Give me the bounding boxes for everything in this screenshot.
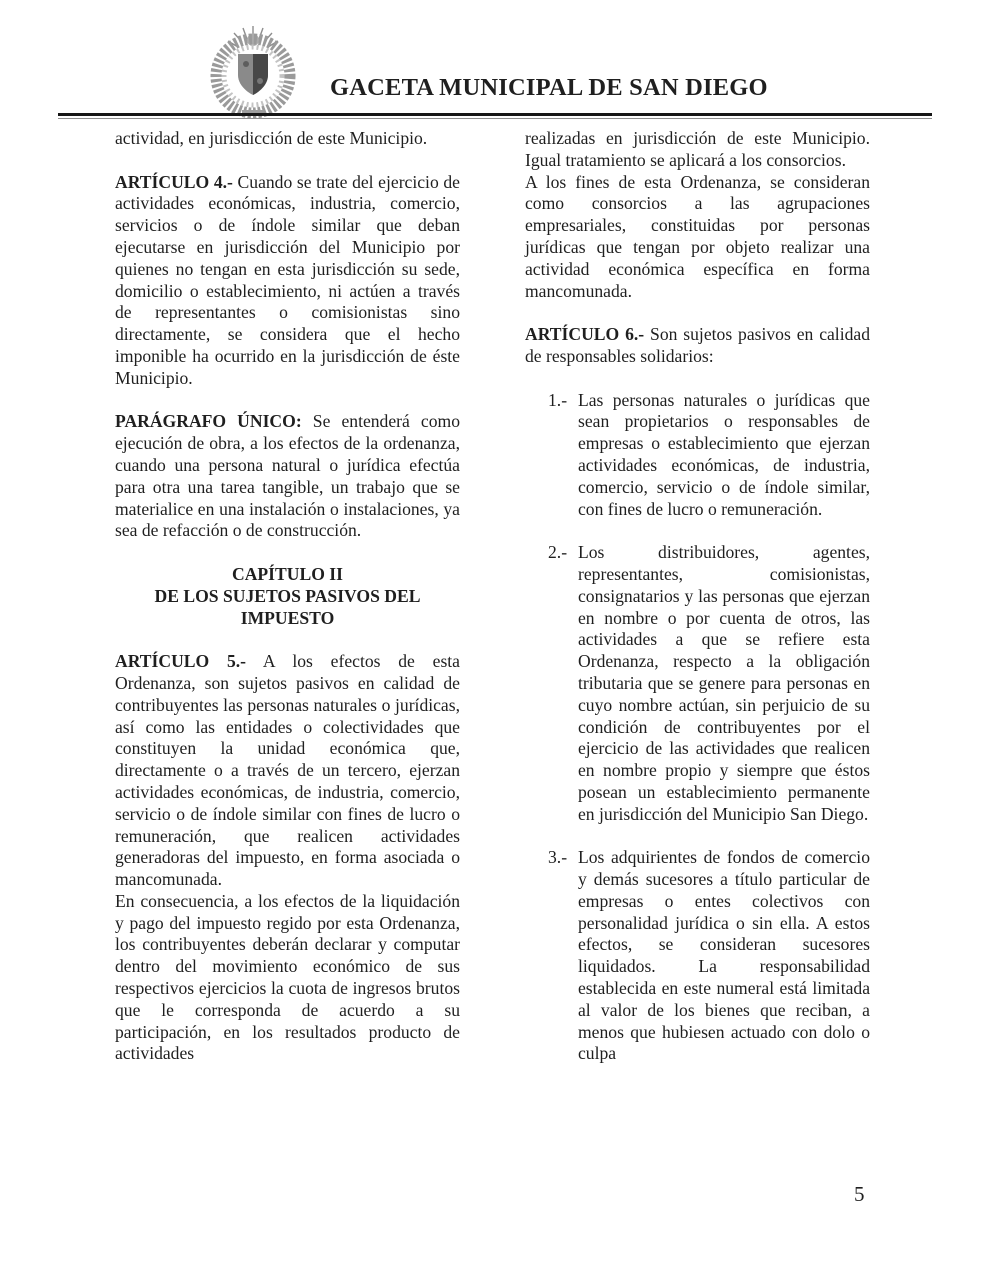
- paragraph-continuation: [525, 128, 870, 172]
- article-label: ARTÍCULO 4.-: [115, 171, 233, 192]
- page-title: GACETA MUNICIPAL DE SAN DIEGO: [330, 74, 768, 101]
- list-item: [525, 847, 870, 1065]
- paragraph-articulo-6: [525, 324, 870, 368]
- right-column: [525, 128, 870, 1065]
- list-marker: 2.-: [548, 542, 568, 563]
- paragraph-text: Cuando se trate del ejercicio de actividades económicas, industria, comercio, servicios o de índole similar que deban ejecutarse en jurisdicción del Municipio por quienes no tengan en esta jurisdicción su sede, domicilio o establecimiento, ni actúen a través de representantes o comisionistas sino directamente, se considera que el hecho imponible ha ocurrido en la jurisdicción de éste Municipio.: [115, 171, 460, 388]
- divider-thick-line: [58, 113, 932, 116]
- list-marker: 1.-: [548, 389, 568, 410]
- paragraph-text: Son sujetos pasivos en calidad de responsables solidarios:: [525, 324, 870, 366]
- list-item-text: Los adquirientes de fondos de comercio y demás sucesores a título particular de empresas o entes colectivos con personalidad jurídica o sin ella. A estos efectos, se consideran sucesores liquidados. La responsabilidad establecida en este numeral está limitada al valor de los bienes que reciban, a menos que hubiesen actuado con dolo o culpa: [578, 847, 870, 1064]
- paragraph-text: actividad, en jurisdicción de este Municipio.: [115, 128, 428, 148]
- paragraph-articulo-5: [115, 651, 460, 891]
- list-marker: 3.-: [548, 847, 568, 868]
- chapter-heading-line: DE LOS SUJETOS PASIVOS DEL: [154, 585, 421, 606]
- page-number: 5: [854, 1182, 865, 1206]
- paragraph: [525, 172, 870, 303]
- article-label: ARTÍCULO 6.-: [525, 324, 645, 345]
- paragraph-label: PARÁGRAFO ÚNICO:: [115, 411, 302, 432]
- divider-thin-line: [58, 118, 932, 119]
- municipal-seal-icon: [205, 26, 301, 118]
- paragraph: [115, 891, 460, 1065]
- paragraph-continuation: [115, 128, 460, 150]
- list-item: [525, 390, 870, 521]
- chapter-heading: [115, 564, 460, 629]
- paragraph-text: realizadas en jurisdicción de este Municipio. Igual tratamiento se aplicará a los consorcios.: [525, 128, 870, 170]
- paragraph-text: A los efectos de esta Ordenanza, son sujetos pasivos en calidad de contribuyentes las personas naturales o jurídicas, así como las entidades o colectividades que constituyen la unidad económica que, directamente o a través de un tercero, ejerzan actividades económicas, de industria, comercio, servicio o de índole similar con fines de lucro o remuneración, que realicen actividades generadoras del impuesto, en forma asociada o mancomunada.: [115, 651, 460, 890]
- chapter-heading-line: CAPÍTULO II: [232, 563, 343, 584]
- paragraph-articulo-4: [115, 172, 460, 390]
- article-label: ARTÍCULO 5.-: [115, 651, 247, 672]
- chapter-heading-line: IMPUESTO: [240, 607, 335, 628]
- paragraph-paragrafo-unico: [115, 411, 460, 542]
- header-divider: [58, 113, 932, 119]
- paragraph-text: A los fines de esta Ordenanza, se consideran como consorcios a las agrupaciones empresariales, constituidas por personas jurídicas que tengan por objeto realizar una actividad económica específica en forma mancomunada.: [525, 171, 870, 301]
- document-body: [115, 128, 870, 1065]
- list-item-text: Los distribuidores, agentes, representantes, comisionistas, consignatarios y las personas que ejerzan en nombre o por cuenta de otros, las actividades a que se refiere esta Ordenanza, respecto a la obligación tributaria que se genere para personas en cuyo nombre actúan, sin perjuicio de su condición de contribuyentes por el ejercicio de las actividades que realicen en nombre propio y siempre que éstos posean un establecimiento permanente en jurisdicción del Municipio San Diego.: [578, 542, 870, 824]
- paragraph-text: Se entenderá como ejecución de obra, a los efectos de la ordenanza, cuando una persona natural o jurídica efectúa para otra una tarea tangible, un trabajo que se materialice en una instalación o instalaciones, ya sea de refacción o de construcción.: [115, 411, 461, 541]
- left-column: [115, 128, 460, 1065]
- list-item-text: Las personas naturales o jurídicas que sean propietarios o responsables de empresas o establecimiento que ejerzan actividades económicas, de industria, comercio, servicio o de índole similar, con fines de lucro o remuneración.: [578, 389, 870, 519]
- paragraph-text: En consecuencia, a los efectos de la liquidación y pago del impuesto regido por esta Ordenanza, los contribuyentes deberán declarar y computar dentro del movimiento económico de sus respectivos ejercicios la cuota de ingresos brutos que le corresponda de acuerdo a su participación, en los resultados producto de actividades: [115, 890, 460, 1064]
- list-item: [525, 542, 870, 825]
